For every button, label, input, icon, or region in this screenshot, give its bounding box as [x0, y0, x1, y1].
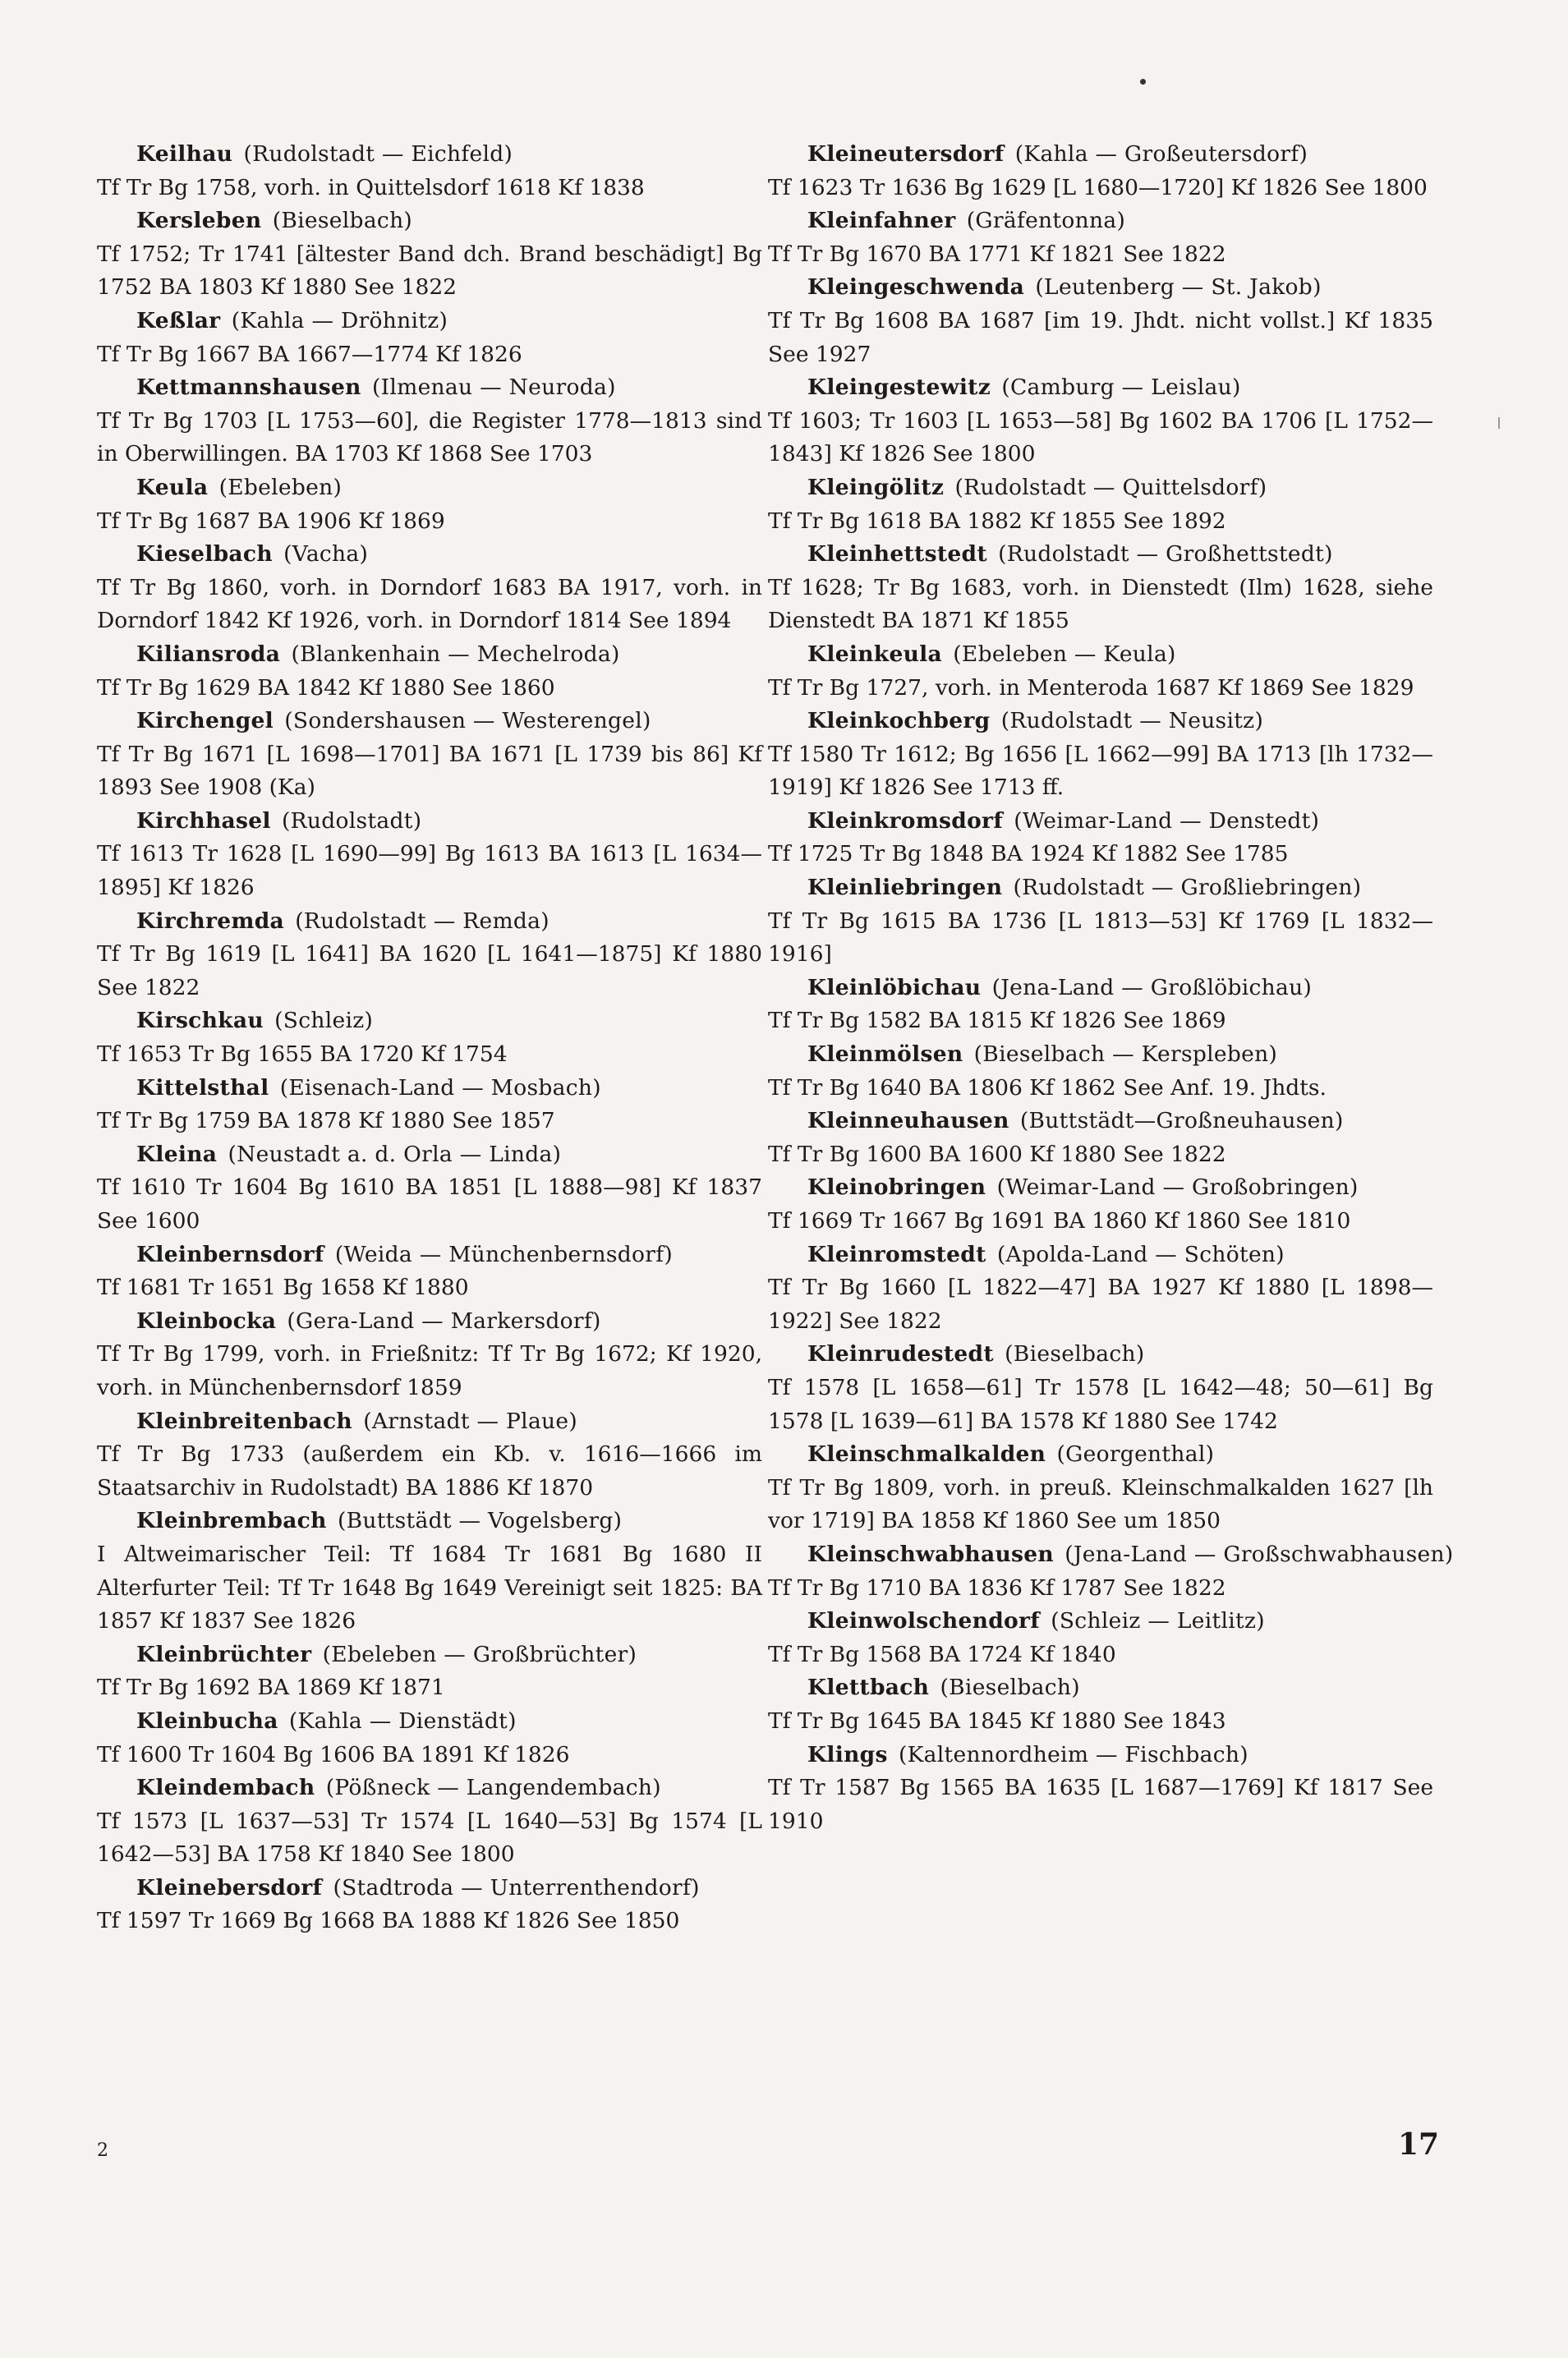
register-entry [768, 205, 1433, 271]
entry-heading [97, 471, 762, 505]
record-holdings: Tf Tr Bg 1687 BA 1906 Kf 1869 [97, 508, 445, 534]
place-region: (Rudolstadt — Neusitz) [1000, 708, 1264, 734]
entry-heading [768, 538, 1433, 572]
entry-heading [768, 871, 1433, 905]
place-name: Kirschkau [136, 1008, 264, 1034]
place-name: Kirchhasel [136, 807, 271, 834]
place-name: Kiliansroda [136, 641, 281, 667]
place-name: Kleinromstedt [807, 1241, 986, 1267]
place-region: (Kahla — Großeutersdorf) [1014, 141, 1308, 167]
place-region: (Kaltennordheim — Fischbach) [898, 1741, 1248, 1767]
register-entry [97, 1772, 762, 1872]
register-entry [97, 371, 762, 471]
register-entry [97, 138, 762, 205]
entry-heading [768, 205, 1433, 238]
place-name: Kleineutersdorf [807, 141, 1005, 167]
entry-heading [97, 1405, 762, 1439]
place-region: (Camburg — Leislau) [1001, 375, 1241, 401]
place-name: Kirchremda [136, 908, 285, 934]
register-entry [97, 805, 762, 905]
record-holdings: Tf Tr Bg 1608 BA 1687 [im 19. Jhdt. nicht vollst.] Kf 1835 See 1927 [768, 307, 1433, 367]
place-name: Kleinbernsdorf [136, 1241, 324, 1267]
place-name: Kleinbrembach [136, 1508, 327, 1534]
place-name: Kleinlöbichau [807, 974, 982, 1000]
place-region: (Kahla — Dröhnitz) [231, 307, 448, 333]
place-region: (Gera-Land — Markersdorf) [287, 1308, 601, 1334]
place-name: Kleinbocka [136, 1308, 277, 1334]
place-region: (Bieselbach) [272, 208, 413, 234]
record-holdings: Tf Tr Bg 1758, vorh. in Quittelsdorf 1618 Kf 1838 [97, 174, 645, 200]
register-entry [97, 471, 762, 538]
entry-heading [97, 705, 762, 738]
register-entry [97, 205, 762, 305]
place-region: (Sondershausen — Westerengel) [284, 708, 651, 734]
entry-heading [97, 1004, 762, 1038]
entry-heading [768, 1438, 1433, 1472]
place-name: Keula [136, 474, 209, 500]
record-holdings: Tf Tr Bg 1615 BA 1736 [L 1813—53] Kf 1769 [L 1832—1916] [768, 908, 1433, 968]
place-name: Kittelsthal [136, 1074, 269, 1101]
place-region: (Weimar-Land — Großobringen) [996, 1174, 1359, 1201]
record-holdings: Tf 1669 Tr 1667 Bg 1691 BA 1860 Kf 1860 See 1810 [768, 1208, 1351, 1234]
record-holdings: Tf 1597 Tr 1669 Bg 1668 BA 1888 Kf 1826 See 1850 [97, 1908, 680, 1934]
place-region: (Rudolstadt — Remda) [295, 908, 549, 934]
entry-heading [97, 538, 762, 572]
place-name: Klings [807, 1741, 888, 1767]
record-holdings: Tf Tr Bg 1670 BA 1771 Kf 1821 See 1822 [768, 241, 1226, 267]
place-name: Kleingölitz [807, 474, 945, 500]
record-holdings: Tf Tr Bg 1692 BA 1869 Kf 1871 [97, 1675, 445, 1701]
register-entry [768, 1171, 1433, 1238]
place-name: Kleinbucha [136, 1708, 278, 1734]
record-holdings: Tf Tr Bg 1799, vorh. in Frießnitz: Tf Tr Bg 1672; Kf 1920, vorh. in Münchenbernsdorf 1859 [97, 1341, 762, 1400]
place-name: Kleinbrüchter [136, 1641, 312, 1667]
place-region: (Schleiz — Leitlitz) [1051, 1608, 1265, 1634]
register-entry [97, 705, 762, 805]
register-entry [768, 805, 1433, 871]
place-name: Kersleben [136, 208, 262, 234]
entry-heading [97, 1239, 762, 1272]
place-region: (Bieselbach) [1005, 1341, 1145, 1367]
entry-heading [768, 972, 1433, 1005]
place-region: (Eisenach-Land — Mosbach) [279, 1074, 601, 1101]
record-holdings: Tf 1603; Tr 1603 [L 1653—58] Bg 1602 BA 1706 [L 1752—1843] Kf 1826 See 1800 [768, 407, 1433, 467]
register-entry [768, 471, 1433, 538]
place-region: (Stadtroda — Unterrenthendorf) [333, 1874, 700, 1901]
place-name: Kleinbreitenbach [136, 1408, 352, 1434]
entry-heading [97, 138, 762, 172]
entry-heading [768, 371, 1433, 405]
record-holdings: Tf Tr Bg 1629 BA 1842 Kf 1880 See 1860 [97, 674, 555, 701]
place-region: (Pößneck — Langendembach) [325, 1775, 661, 1801]
place-region: (Bieselbach) [940, 1675, 1080, 1701]
place-name: Klettbach [807, 1675, 930, 1701]
entry-heading [97, 1072, 762, 1105]
register-entry [768, 705, 1433, 805]
place-name: Kleinliebringen [807, 875, 1003, 901]
register-entry [97, 1705, 762, 1772]
place-name: Kleinrudestedt [807, 1341, 994, 1367]
register-entry [97, 905, 762, 1005]
register-entry [768, 1338, 1433, 1438]
record-holdings: Tf 1573 [L 1637—53] Tr 1574 [L 1640—53] Bg 1574 [L 1642—53] BA 1758 Kf 1840 See 1800 [97, 1808, 762, 1868]
place-region: (Georgenthal) [1056, 1441, 1215, 1468]
entry-heading [768, 1105, 1433, 1138]
entry-heading [768, 638, 1433, 672]
entry-heading [768, 471, 1433, 505]
entry-heading [768, 138, 1433, 172]
place-name: Kleinneuhausen [807, 1108, 1009, 1134]
entry-heading [97, 205, 762, 238]
ink-dot [1140, 79, 1146, 85]
place-region: (Leutenberg — St. Jakob) [1035, 274, 1322, 301]
place-region: (Ebeleben) [218, 474, 343, 500]
place-region: (Rudolstadt — Großhettstedt) [998, 541, 1333, 568]
record-holdings: Tf 1628; Tr Bg 1683, vorh. in Dienstedt (Ilm) 1628, siehe Dienstedt BA 1871 Kf 1855 [768, 574, 1433, 634]
register-entry [768, 138, 1433, 205]
place-region: (Kahla — Dienstädt) [288, 1708, 517, 1734]
record-holdings: Tf Tr Bg 1619 [L 1641] BA 1620 [L 1641—1875] Kf 1880 See 1822 [97, 941, 762, 1000]
record-holdings: Tf 1578 [L 1658—61] Tr 1578 [L 1642—48; 50—61] Bg 1578 [L 1639—61] BA 1578 Kf 1880 See 1742 [768, 1374, 1433, 1434]
register-entry [97, 1405, 762, 1505]
register-entry [768, 1105, 1433, 1171]
record-holdings: Tf Tr Bg 1582 BA 1815 Kf 1826 See 1869 [768, 1008, 1226, 1034]
register-entry [97, 638, 762, 705]
place-name: Kieselbach [136, 541, 273, 568]
place-name: Kleinfahner [807, 208, 956, 234]
place-region: (Schleiz) [274, 1008, 374, 1034]
record-holdings: Tf 1725 Tr Bg 1848 BA 1924 Kf 1882 See 1785 [768, 841, 1289, 867]
place-name: Kleinwolschendorf [807, 1608, 1040, 1634]
place-name: Kleingeschwenda [807, 274, 1025, 301]
place-name: Keßlar [136, 307, 221, 333]
register-entry [768, 538, 1433, 638]
record-holdings: Tf Tr Bg 1618 BA 1882 Kf 1855 See 1892 [768, 508, 1226, 534]
entry-heading [768, 1671, 1433, 1705]
place-region: (Rudolstadt — Großliebringen) [1013, 875, 1362, 901]
record-holdings: Tf 1580 Tr 1612; Bg 1656 [L 1662—99] BA 1713 [lh 1732—1919] Kf 1826 See 1713 ff. [768, 741, 1433, 801]
entry-heading [768, 1338, 1433, 1372]
place-region: (Jena-Land — Großlöbichau) [991, 974, 1313, 1000]
place-region: (Neustadt a. d. Orla — Linda) [228, 1141, 562, 1167]
place-region: (Rudolstadt) [282, 807, 422, 834]
register-entry [97, 1072, 762, 1138]
record-holdings: Tf Tr Bg 1727, vorh. in Menteroda 1687 Kf 1869 See 1829 [768, 674, 1414, 701]
register-entry [768, 1438, 1433, 1538]
place-name: Kleingestewitz [807, 375, 991, 401]
place-region: (Arnstadt — Plaue) [363, 1408, 578, 1434]
place-name: Kleinkeula [807, 641, 943, 667]
register-entry [97, 1872, 762, 1938]
entry-heading [768, 805, 1433, 839]
record-holdings: Tf Tr Bg 1710 BA 1836 Kf 1787 See 1822 [768, 1574, 1226, 1601]
entry-heading [97, 1138, 762, 1172]
place-region: (Gräfentonna) [966, 208, 1126, 234]
entry-heading [768, 1171, 1433, 1205]
register-entry [768, 371, 1433, 471]
place-name: Kleindembach [136, 1775, 315, 1801]
entry-heading [768, 1038, 1433, 1072]
register-entry [768, 972, 1433, 1038]
entry-heading [768, 1239, 1433, 1272]
record-holdings: Tf Tr Bg 1568 BA 1724 Kf 1840 [768, 1641, 1116, 1667]
place-region: (Rudolstadt — Quittelsdorf) [954, 474, 1267, 500]
record-holdings: Tf Tr Bg 1667 BA 1667—1774 Kf 1826 [97, 341, 522, 367]
entry-heading [97, 305, 762, 338]
entry-heading [768, 705, 1433, 738]
right-column [768, 138, 1454, 1838]
place-region: (Ebeleben — Keula) [953, 641, 1176, 667]
record-holdings: Tf 1623 Tr 1636 Bg 1629 [L 1680—1720] Kf 1826 See 1800 [768, 174, 1428, 200]
register-entry [97, 538, 762, 638]
record-holdings: Tf Tr Bg 1860, vorh. in Dorndorf 1683 BA 1917, vorh. in Dorndorf 1842 Kf 1926, vorh. in Dorndorf 1814 See 1894 [97, 574, 762, 634]
record-holdings: Tf Tr Bg 1703 [L 1753—60], die Register 1778—1813 sind in Oberwillingen. BA 1703 Kf 1868 See 1703 [97, 407, 762, 467]
record-holdings: Tf 1613 Tr 1628 [L 1690—99] Bg 1613 BA 1613 [L 1634—1895] Kf 1826 [97, 841, 762, 901]
register-entry [768, 1671, 1433, 1738]
place-region: (Jena-Land — Großschwabhausen) [1064, 1541, 1454, 1567]
entry-heading [768, 1739, 1433, 1772]
register-entry [768, 271, 1433, 371]
register-entry [768, 871, 1433, 972]
place-name: Kleinschmalkalden [807, 1441, 1046, 1468]
entry-heading [768, 1538, 1454, 1572]
place-region: (Weimar-Land — Denstedt) [1014, 807, 1320, 834]
place-region: (Bieselbach — Kerspleben) [973, 1041, 1278, 1068]
register-entry [768, 1538, 1454, 1605]
footer-signature-mark: 2 [97, 2140, 108, 2161]
entry-heading [97, 1305, 762, 1339]
place-region: (Rudolstadt — Eichfeld) [243, 141, 513, 167]
record-holdings: Tf 1600 Tr 1604 Bg 1606 BA 1891 Kf 1826 [97, 1741, 570, 1767]
entry-heading [97, 905, 762, 939]
place-name: Kleinschwabhausen [807, 1541, 1054, 1567]
place-region: (Apolda-Land — Schöten) [996, 1241, 1285, 1267]
record-holdings: Tf Tr Bg 1645 BA 1845 Kf 1880 See 1843 [768, 1708, 1226, 1734]
place-region: (Weida — Münchenbernsdorf) [334, 1241, 673, 1267]
entry-heading [97, 1505, 762, 1538]
entry-heading [768, 271, 1433, 305]
register-entry [97, 305, 762, 371]
place-name: Kettmannshausen [136, 375, 361, 401]
entry-heading [97, 1872, 762, 1905]
record-holdings: Tf 1681 Tr 1651 Bg 1658 Kf 1880 [97, 1275, 469, 1301]
entry-heading [97, 1705, 762, 1739]
register-entry [768, 1605, 1433, 1671]
place-name: Kleinhettstedt [807, 541, 987, 568]
place-name: Kleinkochberg [807, 708, 991, 734]
record-holdings: Tf 1653 Tr Bg 1655 BA 1720 Kf 1754 [97, 1041, 508, 1068]
place-name: Kleinmölsen [807, 1041, 963, 1068]
record-holdings: Tf Tr Bg 1671 [L 1698—1701] BA 1671 [L 1739 bis 86] Kf 1893 See 1908 (Ka) [97, 741, 762, 801]
place-region: (Ilmenau — Neuroda) [371, 375, 616, 401]
place-region: (Buttstädt — Vogelsberg) [337, 1508, 623, 1534]
record-holdings: Tf Tr Bg 1660 [L 1822—47] BA 1927 Kf 1880 [L 1898—1922] See 1822 [768, 1275, 1433, 1334]
place-region: (Blankenhain — Mechelroda) [291, 641, 620, 667]
register-entry [97, 1004, 762, 1071]
record-holdings: Tf Tr Bg 1759 BA 1878 Kf 1880 See 1857 [97, 1108, 555, 1134]
place-region: (Vacha) [283, 541, 369, 568]
register-entry [768, 1038, 1433, 1105]
register-entry [97, 1639, 762, 1705]
entry-heading [97, 1772, 762, 1805]
entry-heading [97, 371, 762, 405]
place-name: Kleina [136, 1141, 218, 1167]
entry-heading [97, 638, 762, 672]
record-holdings: Tf Tr Bg 1640 BA 1806 Kf 1862 See Anf. 19. Jhdts. [768, 1074, 1327, 1101]
register-entry [97, 1505, 762, 1638]
register-entry [768, 1239, 1433, 1339]
edge-mark [1498, 417, 1500, 429]
register-entry [97, 1138, 762, 1239]
place-name: Kleinobringen [807, 1174, 986, 1201]
record-holdings: I Altweimarischer Teil: Tf 1684 Tr 1681 Bg 1680 II Alterfurter Teil: Tf Tr 1648 Bg 1649 Vereinigt seit 1825: BA 1857 Kf 1837 See 1826 [97, 1541, 762, 1634]
place-region: (Buttstädt—Großneuhausen) [1019, 1108, 1344, 1134]
record-holdings: Tf Tr Bg 1809, vorh. in preuß. Kleinschmalkalden 1627 [lh vor 1719] BA 1858 Kf 1860 See um 1850 [768, 1474, 1433, 1534]
record-holdings: Tf Tr Bg 1733 (außerdem ein Kb. v. 1616—1666 im Staatsarchiv in Rudolstadt) BA 1886 Kf 1870 [97, 1441, 762, 1501]
record-holdings: Tf Tr 1587 Bg 1565 BA 1635 [L 1687—1769] Kf 1817 See 1910 [768, 1775, 1433, 1834]
entry-heading [97, 1639, 762, 1672]
place-name: Kirchengel [136, 708, 274, 734]
left-column [97, 138, 762, 1938]
record-holdings: Tf 1610 Tr 1604 Bg 1610 BA 1851 [L 1888—98] Kf 1837 See 1600 [97, 1174, 762, 1234]
register-entry [97, 1239, 762, 1305]
page-number: 17 [1398, 2127, 1440, 2162]
place-name: Kleinkromsdorf [807, 807, 1004, 834]
register-entry [768, 1739, 1433, 1839]
record-holdings: Tf Tr Bg 1600 BA 1600 Kf 1880 See 1822 [768, 1141, 1226, 1167]
entry-heading [768, 1605, 1433, 1639]
place-name: Kleinebersdorf [136, 1874, 323, 1901]
register-entry [768, 638, 1433, 705]
entry-heading [97, 805, 762, 839]
place-name: Keilhau [136, 141, 233, 167]
record-holdings: Tf 1752; Tr 1741 [ältester Band dch. Brand beschädigt] Bg 1752 BA 1803 Kf 1880 See 1822 [97, 241, 762, 301]
register-entry [97, 1305, 762, 1405]
place-region: (Ebeleben — Großbrüchter) [322, 1641, 637, 1667]
